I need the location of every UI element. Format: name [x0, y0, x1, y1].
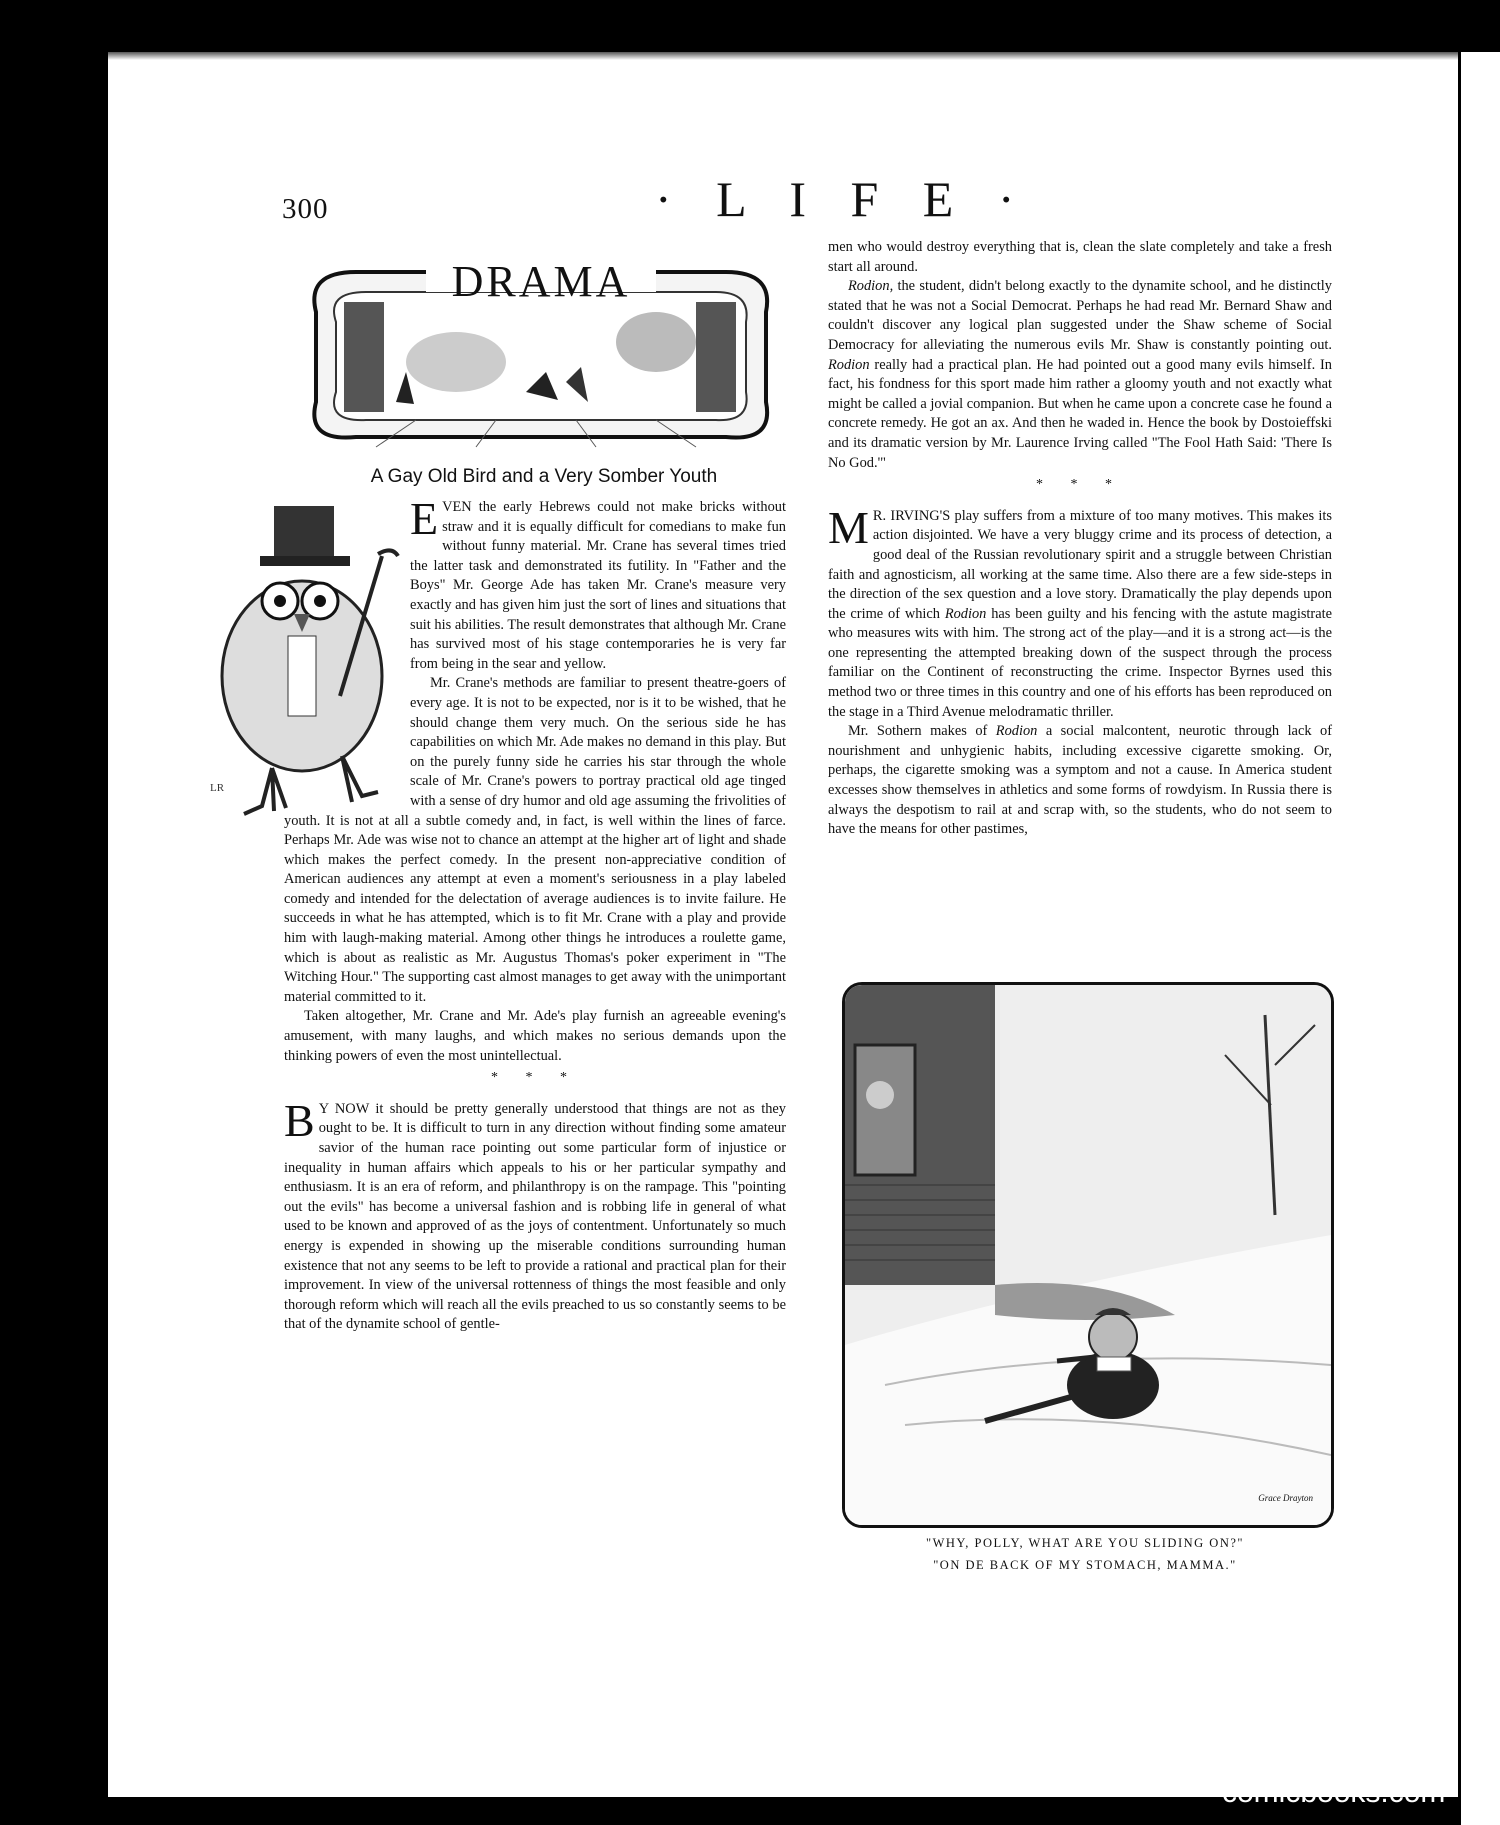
caption-line: "ON DE BACK OF MY STOMACH, MAMMA." — [933, 1558, 1237, 1572]
left-column — [284, 493, 786, 1335]
masthead: · L I F E · — [655, 171, 1031, 227]
drop-cap: M — [828, 501, 869, 553]
cartoon-caption — [842, 1532, 1328, 1576]
paragraph: Mr. Crane's methods are familiar to present theatre-goers of every age. It is not to be expected, nor is it to be wished, that he should change them very much. On the serious side he has capabilities on which Mr. Ade makes no demand in this play. But on the purely funny side he carries his star through the whole scale of Mr. Crane's powers to portray practical old age tinged with a sense of dry humor and old age assuming the frivolities of youth. It is not at all a subtle comedy and, in fact, is well within the lines of farce. Perhaps Mr. Ade was wise not to chance an attempt at the higher art of light and shade which makes the perfect comedy. In the present non-appreciative condition of American audiences any attempt at even a moment's seriousness in a play labeled comedy and intended for the delectation of average audiences is to invite failure. He succeeds in what he has attempted, which is to fit Mr. Crane with a play and provide him with laugh-making material. Among other things he introduces a roulette game, which is about as realistic as Mr. Augustus Thomas's poker experiment in "The Witching Hour." The supporting cast almost manages to get away with the unimportant material committed to it. — [284, 675, 786, 1005]
drop-cap: B — [284, 1094, 315, 1146]
page-shadow — [108, 52, 1470, 60]
svg-text:LR: LR — [210, 782, 225, 794]
paragraph: B Y NOW it should be pretty generally understood that things are not as they ought to be. It is difficult to turn in any direction without finding some amateur savior of the human race pointing out some particular form of injustice or inequality in human affairs which appeals to his or her particular sympathy and enthusiasm. It is an era of reform, and philanthropy is on the rampage. This "pointing out the evils" has become a universal fashion and is robbing life in general of what used to be known and approved of as the joys of contentment. Unfortunately so much energy is expended in showing up the miserable conditions surrounding human existence that not any seems to be left to provide a rational and practical plan for their improvement. In view of the universal rottenness of things the most feasible and only thorough reform which will reach all the evils preached to us so constantly seems to be that of the dynamite school of gentle- — [284, 1094, 786, 1333]
page-number: 300 — [282, 193, 329, 225]
artist-signature: Grace Drayton — [1258, 1493, 1313, 1503]
paragraph: EVEN the early Hebrews could not make bricks without straw and it is equally difficult for comedians to make fun without funny material. Mr. Crane has several times tried the latter task and demonstrated its futility. In "Father and the Boys" Mr. George Ade has taken Mr. Crane's measure very exactly and has given him just the sort of lines and situations that suit his abilities. The result demonstrates that although Mr. Crane has survived most of his stage contemporaries he is very far from being in the sear and yellow. — [410, 493, 786, 672]
right-column — [828, 238, 1332, 840]
section-divider: * * * — [491, 1070, 579, 1086]
paragraph: Mr. Sothern makes of Rodion a social malcontent, neurotic through lack of nourishment and unhygienic habits, including excessive cigarette smoking. Or, perhaps, the cigarette smoking was a symptom and not a cause. In America student excesses show themselves in athletics and some forms of rowdyism. In Russia there is always the despotism to rail at and scrap with, so the students, who do not seem to have the means for other pastimes, — [828, 723, 1332, 838]
owl-wrap-space — [284, 498, 410, 804]
drop-cap: E — [410, 493, 439, 544]
paragraph: men who would destroy everything that is, clean the slate completely and take a fresh start all around. — [828, 239, 1332, 275]
drama-banner-illustration — [296, 252, 782, 448]
paragraph: Rodion, the student, didn't belong exactly to the dynamite school, and he distinctly stated that he was not a Social Democrat. Perhaps he had read Mr. Bernard Shaw and couldn't discover any logical plan suggested under the Shaw scheme of Social Democracy for alleviating the numerous evils Mr. Shaw is constantly pointing out. Rodion really had a practical plan. He had pointed out a good many evils himself. In fact, his fondness for this sport made him rather a gloomy youth and not exactly what might be called a jovial companion. But when he came upon a concrete case he found a concrete remedy. He got an ax. And then he waded in. Hence the book by Dostoieffski and its dramatic version by Mr. Laurence Irving called "The Fool Hath Said: 'There Is No God.'" — [828, 278, 1332, 471]
site-watermark: comicbooks.com — [1222, 1776, 1446, 1809]
caption-line: "WHY, POLLY, WHAT ARE YOU SLIDING ON?" — [925, 1536, 1245, 1550]
banner-title: DRAMA — [451, 257, 631, 306]
paragraph: Taken altogether, Mr. Crane and Mr. Ade's play furnish an agreeable evening's amusement, with many laughs, and which makes no serious demands upon the thinking powers of even the most unintellectual. — [284, 1008, 786, 1064]
article-headline: A Gay Old Bird and a Very Somber Youth — [370, 466, 718, 487]
cartoon-drawing — [845, 985, 1331, 1525]
next-page-edge — [1458, 52, 1500, 1825]
paragraph: M R. IRVING'S play suffers from a mixture of too many motives. This makes its action disjointed. We have a very bluggy crime and its process of detection, a good deal of the Russian revolutionary spirit and a struggle between Christian faith and agnosticism, all working at the same time. Also there are a few side-steps in the direction of the sex question and a love story. Dramatically the play depends upon the crime of which Rodion has been guilty and his fencing with the astute magistrate who measures wits with him. The strong act of the play—and it is a strong act—is the one representing the attempted breaking down of the suspect through the process familiar on the Continent of reconstructing the crime. Inspector Byrnes used this method two or three times in this country and one of his efforts has been reproduced on the stage in a Third Avenue melodramatic thriller. — [828, 501, 1332, 720]
sledding-cartoon — [842, 982, 1334, 1528]
section-divider: * * * — [1036, 477, 1124, 493]
